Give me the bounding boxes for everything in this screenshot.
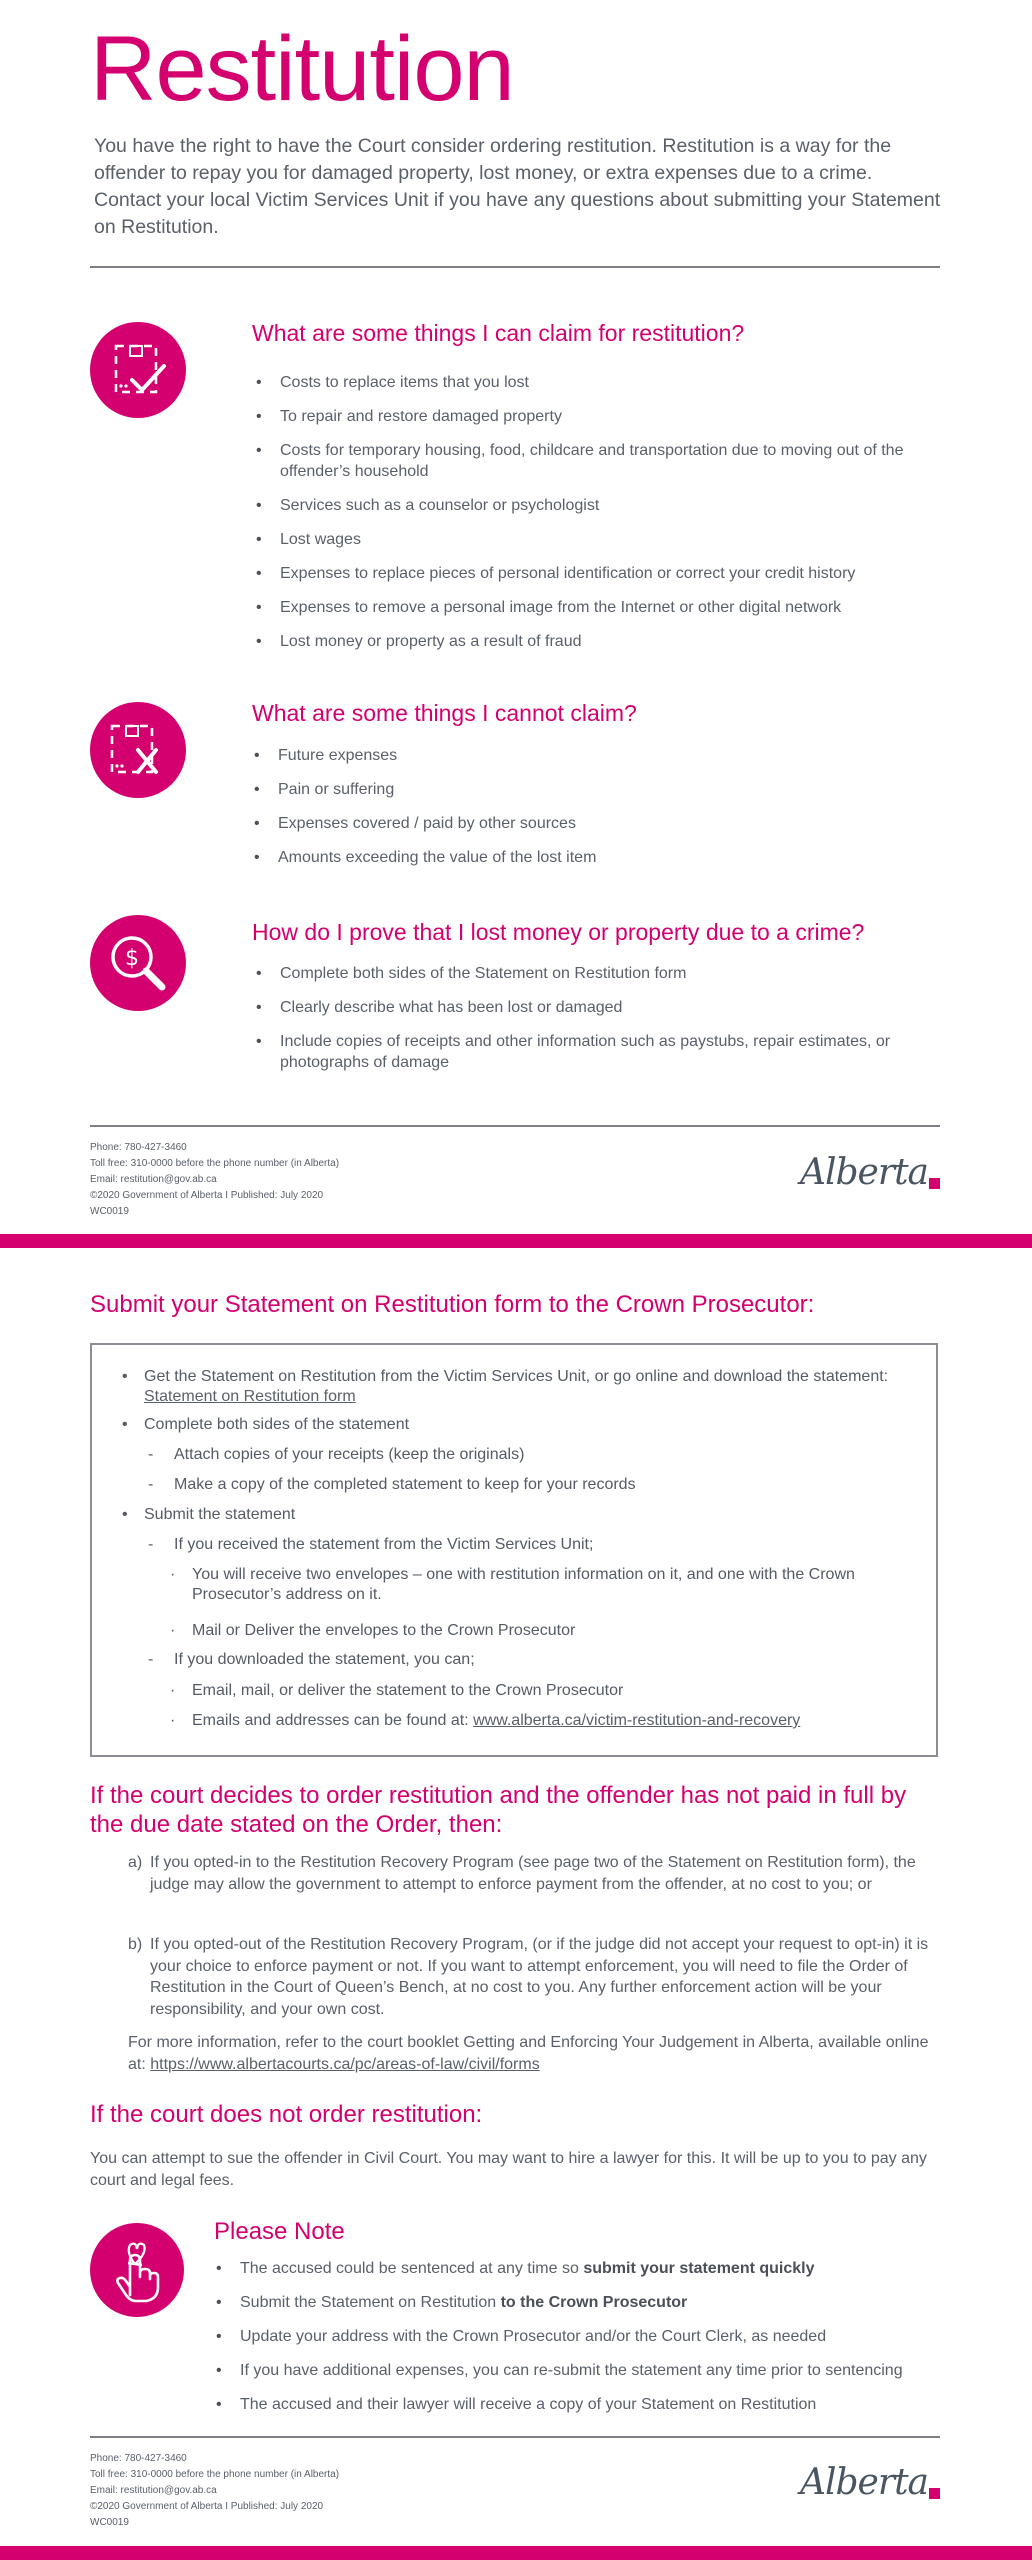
list-item: • Costs to replace items that you lost [254, 372, 944, 393]
list-item: • Complete both sides of the Statement on Restitution form [254, 963, 944, 984]
alberta-logo: Alberta [800, 1152, 928, 1193]
court-orders-heading: If the court decides to order restitution and the offender has not paid in full by the due date stated on the Order, then: [90, 1782, 907, 1838]
option-a: a) If you opted-in to the Restitution Recovery Program (see page two of the Statement on Restitution form), the judge may allow the government to attempt to enforce payment from the offender, at no cost to you; or [128, 1852, 958, 1918]
box-checkmark-icon [90, 322, 186, 418]
list-item: • Expenses covered / paid by other sources [252, 813, 942, 834]
can-claim-list [254, 372, 944, 665]
statement-form-link[interactable]: Statement on Restitution form [144, 1388, 356, 1405]
emails-addresses-text: Emails and addresses can be found at: [192, 1712, 469, 1729]
mail-envelopes: Mail or Deliver the envelopes to the Crown Prosecutor [192, 1622, 576, 1639]
footer-tollfree: Toll free: 310-0000 before the phone number (in Alberta) [90, 2469, 340, 2480]
alberta-restitution-link[interactable]: www.alberta.ca/victim-restitution-and-recovery [473, 1712, 801, 1729]
footer-copyright: ©2020 Government of Alberta I Published: July 2020 [90, 2501, 324, 2512]
option-a-text: If you opted-in to the Restitution Recovery Program (see page two of the Statement on Restitution form), the judge may allow the government to attempt to enforce payment from the offender, at no cost to you; or [150, 1854, 916, 1893]
page-1 [0, 0, 1032, 1234]
list-item: • Update your address with the Crown Prosecutor and/or the Court Clerk, as needed [214, 2326, 1004, 2347]
list-item: • Submit the Statement on Restitution to the Crown Prosecutor [214, 2292, 1004, 2313]
page-2 [0, 1248, 1032, 2560]
alberta-logo-square [929, 1178, 940, 1189]
list-item: • Include copies of receipts and other information such as paystubs, repair estimates, or photographs of damage [254, 1031, 944, 1073]
page-separator-bar [0, 1234, 1032, 1248]
albertacourts-link[interactable]: https://www.albertacourts.ca/pc/areas-of-law/civil/forms [150, 2055, 540, 2073]
section-heading-can-claim: What are some things I can claim for restitution? [252, 320, 745, 346]
footer-divider [90, 2436, 940, 2438]
list-item: • If you have additional expenses, you can re-submit the statement any time prior to sentencing [214, 2360, 1004, 2381]
please-note-heading: Please Note [214, 2218, 345, 2245]
list-item: • Lost wages [254, 529, 944, 550]
option-b: b) If you opted-out of the Restitution Recovery Program, (or if the judge did not accept your request to opt-in) it is your choice to enforce payment or not. If you want to attempt enforcement, you will need to file the Order of Restitution in the Court of Queen’s Bench, at no cost to you. Any further enforcement action will be your responsibility, and your own cost. [128, 1934, 958, 2024]
divider [90, 266, 940, 268]
more-info: For more information, refer to the court booklet Getting and Enforcing Your Judgement in Alberta, available online at: https://www.albertacourts.ca/pc/areas-of-law/civil/forms [128, 2034, 929, 2073]
intro-paragraph: You have the right to have the Court consider ordering restitution. Restitution is a way for the offender to repay you for damaged property, lost money, or extra expenses due to a crime. Contact your local Victim Services Unit if you have any questions about submitting your Statement on Restitution. [94, 135, 941, 238]
finger-string-reminder-icon [90, 2223, 184, 2317]
email-mail-deliver: Email, mail, or deliver the statement to the Crown Prosecutor [192, 1682, 624, 1699]
submit-statement: Submit the statement [144, 1506, 296, 1523]
list-item: • Pain or suffering [252, 779, 942, 800]
footer-phone: Phone: 780-427-3460 [90, 1142, 187, 1153]
section-heading-prove-loss: How do I prove that I lost money or property due to a crime? [252, 919, 865, 945]
list-item: • Amounts exceeding the value of the lost item [252, 847, 942, 868]
received-from-vsu: If you received the statement from the Victim Services Unit; [174, 1536, 594, 1553]
section-heading-cannot-claim: What are some things I cannot claim? [252, 700, 637, 726]
footer-contact [90, 1140, 339, 1220]
two-envelopes: You will receive two envelopes – one with restitution information on it, and one with the Crown Prosecutor’s address on it. [192, 1566, 855, 1603]
get-statement-text: Get the Statement on Restitution from the Victim Services Unit, or go online and download the statement: [144, 1368, 889, 1385]
list-item: • Lost money or property as a result of fraud [254, 631, 944, 652]
list-item: • Costs for temporary housing, food, childcare and transportation due to moving out of the offender’s household [254, 440, 944, 482]
make-copy: Make a copy of the completed statement to keep for your records [174, 1476, 636, 1493]
footer-email: Email: restitution@gov.ab.ca [90, 1174, 217, 1185]
prove-loss-list [254, 963, 944, 1086]
page-title: Restitution [90, 18, 514, 120]
attach-receipts: Attach copies of your receipts (keep the originals) [174, 1446, 525, 1463]
bottom-bar [0, 2546, 1032, 2560]
box-x-icon [90, 702, 186, 798]
footer-code: WC0019 [90, 1206, 129, 1217]
list-item: • Expenses to replace pieces of personal identification or correct your credit history [254, 563, 944, 584]
no-order-text: You can attempt to sue the offender in Civil Court. You may want to hire a lawyer for this. It will be up to you to pay any court and legal fees. [90, 2150, 927, 2189]
no-order-heading: If the court does not order restitution: [90, 2101, 483, 2128]
alberta-logo-square [929, 2488, 940, 2499]
list-item: • To repair and restore damaged property [254, 406, 944, 427]
list-item: • The accused could be sentenced at any time so submit your statement quickly [214, 2258, 1004, 2279]
option-b-text: If you opted-out of the Restitution Recovery Program, (or if the judge did not accept your request to opt-in) it is your choice to enforce payment or not. If you want to attempt enforcement, you will need to file the Order of Restitution in the Court of Queen’s Bench, at no cost to you. Any further enforcement action will be your responsibility, and your own cost. [150, 1936, 929, 2018]
complete-both-sides: Complete both sides of the statement [144, 1416, 410, 1433]
list-item: • Services such as a counselor or psychologist [254, 495, 944, 516]
please-note-list [214, 2258, 1004, 2428]
footer-phone: Phone: 780-427-3460 [90, 2453, 187, 2464]
footer-email: Email: restitution@gov.ab.ca [90, 2485, 217, 2496]
footer-copyright: ©2020 Government of Alberta I Published: July 2020 [90, 1190, 324, 1201]
cannot-claim-list [252, 745, 942, 881]
list-item: • Clearly describe what has been lost or damaged [254, 997, 944, 1018]
footer-contact [90, 2451, 339, 2531]
list-item: • The accused and their lawyer will receive a copy of your Statement on Restitution [214, 2394, 1004, 2415]
submit-instructions-box: • Get the Statement on Restitution from the Victim Services Unit, or go online and download the statement: Statement on Restitution form • Complete both sides of the statement - Attach copies of your receipts (keep the originals) - Make a copy of the completed statement to keep for your records • Submit the statement - If you received the statement from the Victim Services Unit; · You will receive two envelopes – one with restitution information on it, and one with the Crown Prosecutor’s address on it. · Mail or Deliver the envelopes to the Crown Prosecutor - If you downloaded the statement, you can; · Email, mail, or deliver the statement to the Crown Prosecutor · Emails and addresses can be found at: www.alberta.ca/victim-restitution-and-recovery [90, 1343, 938, 1757]
footer-divider [90, 1125, 940, 1127]
magnifier-dollar-icon [90, 915, 186, 1011]
list-item: • Expenses to remove a personal image from the Internet or other digital network [254, 597, 944, 618]
footer-code: WC0019 [90, 2517, 129, 2528]
alberta-logo: Alberta [800, 2462, 928, 2503]
svg-text:$: $ [125, 946, 139, 971]
list-item: • Future expenses [252, 745, 942, 766]
downloaded-statement: If you downloaded the statement, you can; [174, 1651, 475, 1668]
submit-heading: Submit your Statement on Restitution form to the Crown Prosecutor: [90, 1291, 815, 1318]
footer-tollfree: Toll free: 310-0000 before the phone number (in Alberta) [90, 1158, 340, 1169]
